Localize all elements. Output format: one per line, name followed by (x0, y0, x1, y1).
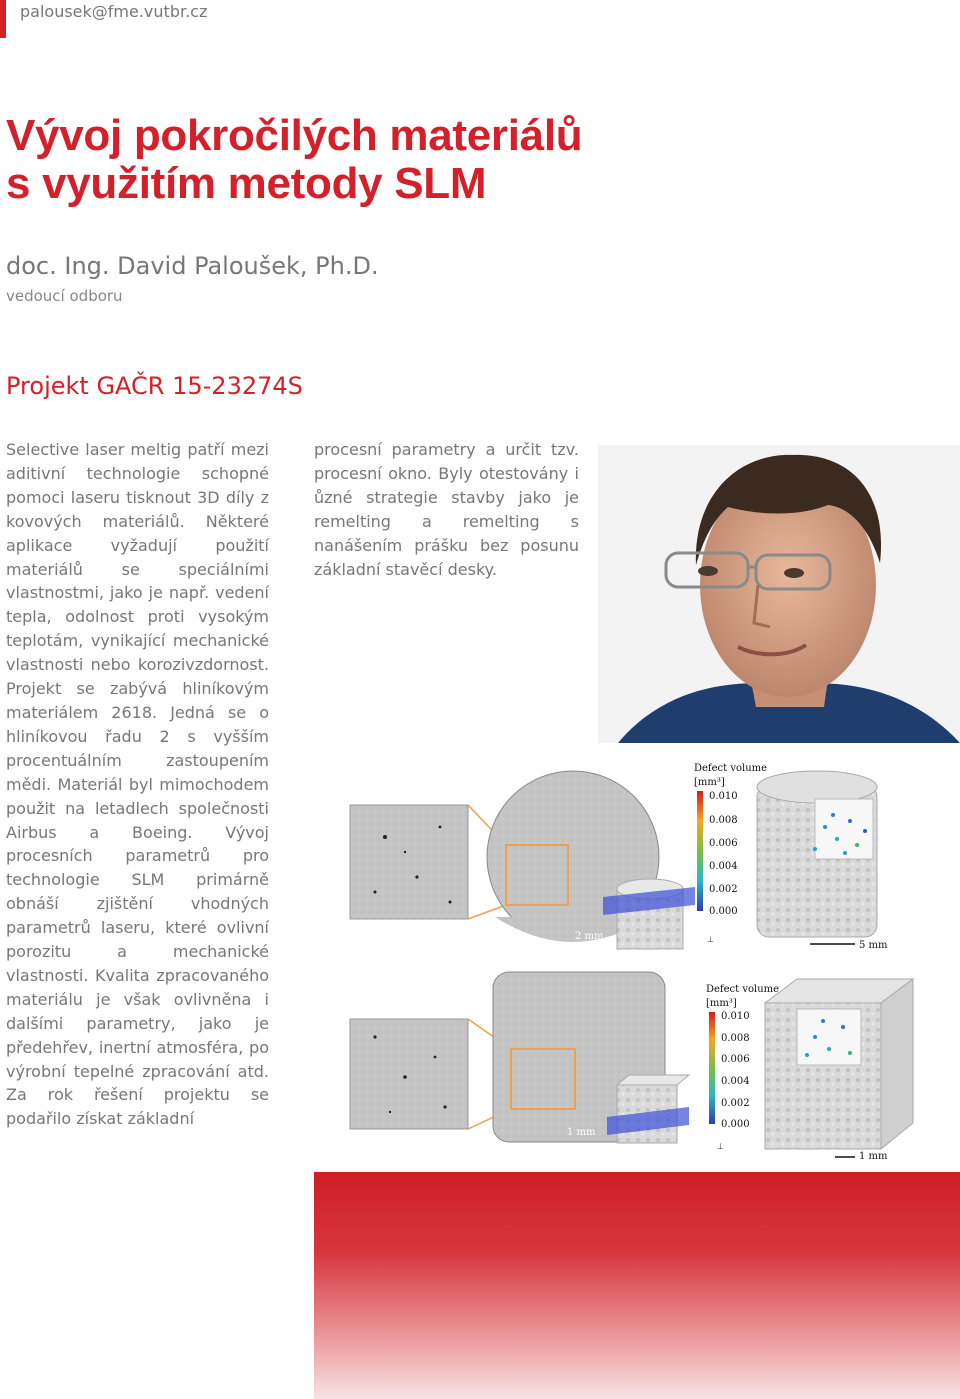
ct-defect-figure (345, 757, 960, 1167)
tick-label: 0.008 (721, 1033, 750, 1044)
tick-label: 0.002 (709, 884, 738, 895)
tick-label: 0.004 (709, 861, 738, 872)
scale-1mm-3d: 1 mm (859, 1151, 888, 1162)
scale-1mm-ct: 1 mm (567, 1127, 596, 1138)
colorbar-top (697, 791, 703, 911)
title-line-1: Vývoj pokročilých materiálů (6, 111, 583, 160)
axis-triad-icon: ⊥ (717, 1142, 724, 1151)
axis-triad-icon: ⊥ (707, 935, 714, 944)
body-text-column-1: Selective laser meltig patří mezi aditivní technologie schopné pomoci laseru tisknout 3D díly z kovových materiálů. Některé aplikace vyžadují použití materiálů se speciálními vlastnostmi, jako je např. vedení tepla, odolnost proti vysokým teplotám, vynikající mechanické vlastnosti nebo korozivzdornost. Projekt se zabývá hliníkovým materiálem 2618. Jedná se o hliníkovou řadu 2 s vyšším procentuálním zastoupením mědi. Materiál byl mimochodem použit na letadlech společnosti Airbus a Boeing. Vývoj procesních parametrů pro technologie SLM primárně obnáší zjištění vhodných parametrů laseru, které ovlivní porozitu a mechanické vlastnosti. Kvalita zpracovaného materiálu je však ovlivněna i dalšími parametry, jako je předehřev, inertní atmosféra, po výrobní tepelné zpracování atd. Za rok řešení projektu se podařilo získat základní (6, 440, 269, 1129)
author-name: doc. Ing. David Paloušek, Ph.D. (6, 252, 379, 280)
tick-label: 0.008 (709, 815, 738, 826)
author-email[interactable]: palousek@fme.vutbr.cz (20, 2, 208, 21)
title-line-2: s využitím metody SLM (6, 159, 487, 208)
legend-unit-top: [mm³] (694, 777, 725, 788)
scale-2mm: 2 mm (575, 931, 604, 942)
ct-zoom-bottom (350, 1019, 468, 1129)
tick-label: 0.010 (709, 791, 738, 802)
author-role: vedoucí odboru (6, 287, 123, 305)
tick-label: 0.002 (721, 1098, 750, 1109)
tick-label: 0.000 (721, 1119, 750, 1130)
tick-label: 0.006 (721, 1054, 750, 1065)
portrait-illustration (598, 445, 960, 743)
tick-label: 0.010 (721, 1011, 750, 1022)
scale-5mm: 5 mm (859, 940, 888, 951)
legend-unit-bottom: [mm³] (706, 998, 737, 1009)
colorbar-bottom (709, 1012, 715, 1124)
ct-defect-illustration (345, 757, 960, 1167)
page-title (6, 112, 582, 208)
legend-title-bottom: Defect volume (706, 984, 780, 995)
body-text-column-2: procesní parametry a určit tzv. procesní okno. Byly otestovány i ůzné strategie stavby jako je remelting a remelting s nanášením prášku bez posunu základní stavěcí desky. (314, 440, 579, 579)
project-heading: Projekt GAČR 15-23274S (6, 372, 303, 400)
author-portrait (598, 445, 960, 743)
legend-title-top: Defect volume (694, 763, 768, 774)
decorative-red-block (314, 1172, 960, 1399)
accent-bar (0, 0, 6, 38)
tick-label: 0.006 (709, 838, 738, 849)
tick-label: 0.000 (709, 906, 738, 917)
tick-label: 0.004 (721, 1076, 750, 1087)
